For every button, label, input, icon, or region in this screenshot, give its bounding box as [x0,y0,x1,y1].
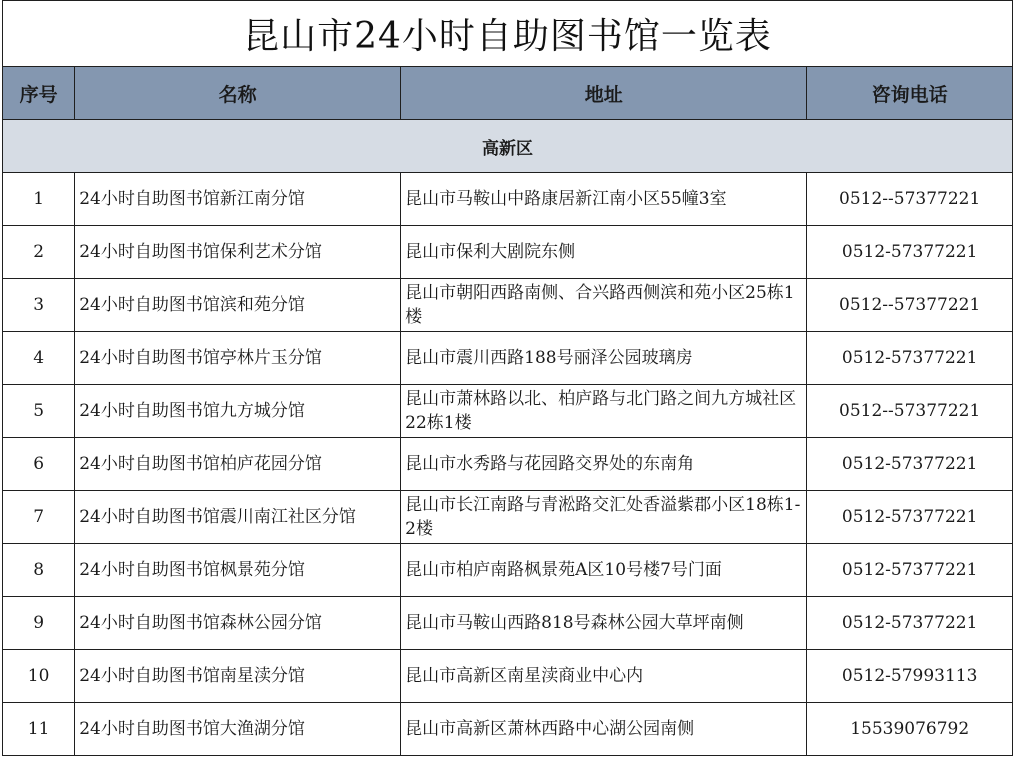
cell-address[interactable]: 昆山市高新区南星渎商业中心内 [401,650,807,703]
cell-name[interactable]: 24小时自助图书馆新江南分馆 [75,173,401,226]
cell-seq[interactable]: 3 [3,279,75,332]
cell-address[interactable]: 昆山市高新区萧林西路中心湖公园南侧 [401,703,807,756]
cell-phone[interactable]: 0512--57377221 [807,385,1013,438]
table-row [3,226,1013,279]
title-row [3,1,1013,67]
cell-address[interactable]: 昆山市朝阳西路南侧、合兴路西侧滨和苑小区25栋1楼 [401,279,807,332]
cell-name[interactable]: 24小时自助图书馆滨和苑分馆 [75,279,401,332]
table-title[interactable]: 昆山市24小时自助图书馆一览表 [3,1,1013,67]
cell-phone[interactable]: 0512-57377221 [807,438,1013,491]
cell-phone[interactable]: 0512-57377221 [807,491,1013,544]
district-label[interactable]: 高新区 [3,120,1013,173]
table-row [3,438,1013,491]
cell-name[interactable]: 24小时自助图书馆大渔湖分馆 [75,703,401,756]
cell-phone[interactable]: 0512-57377221 [807,597,1013,650]
table-row [3,385,1013,438]
header-address[interactable]: 地址 [401,67,807,120]
cell-phone[interactable]: 0512-57377221 [807,332,1013,385]
cell-name[interactable]: 24小时自助图书馆枫景苑分馆 [75,544,401,597]
cell-address[interactable]: 昆山市萧林路以北、柏庐路与北门路之间九方城社区22栋1楼 [401,385,807,438]
table-row [3,173,1013,226]
table-row [3,597,1013,650]
cell-name[interactable]: 24小时自助图书馆九方城分馆 [75,385,401,438]
cell-name[interactable]: 24小时自助图书馆南星渎分馆 [75,650,401,703]
cell-phone[interactable]: 0512-57993113 [807,650,1013,703]
cell-seq[interactable]: 7 [3,491,75,544]
cell-seq[interactable]: 9 [3,597,75,650]
table-row [3,491,1013,544]
district-row [3,120,1013,173]
library-table [2,0,1013,756]
cell-seq[interactable]: 2 [3,226,75,279]
cell-address[interactable]: 昆山市保利大剧院东侧 [401,226,807,279]
cell-seq[interactable]: 6 [3,438,75,491]
cell-phone[interactable]: 0512-57377221 [807,544,1013,597]
cell-seq[interactable]: 5 [3,385,75,438]
cell-address[interactable]: 昆山市马鞍山中路康居新江南小区55幢3室 [401,173,807,226]
cell-name[interactable]: 24小时自助图书馆保利艺术分馆 [75,226,401,279]
cell-address[interactable]: 昆山市马鞍山西路818号森林公园大草坪南侧 [401,597,807,650]
cell-phone[interactable]: 0512--57377221 [807,279,1013,332]
header-row [3,67,1013,120]
cell-address[interactable]: 昆山市柏庐南路枫景苑A区10号楼7号门面 [401,544,807,597]
cell-address[interactable]: 昆山市长江南路与青淞路交汇处香溢紫郡小区18栋1-2楼 [401,491,807,544]
cell-seq[interactable]: 8 [3,544,75,597]
cell-name[interactable]: 24小时自助图书馆亭林片玉分馆 [75,332,401,385]
table-row [3,544,1013,597]
table-row [3,332,1013,385]
cell-name[interactable]: 24小时自助图书馆震川南江社区分馆 [75,491,401,544]
table-row [3,650,1013,703]
cell-seq[interactable]: 10 [3,650,75,703]
cell-phone[interactable]: 0512-57377221 [807,226,1013,279]
cell-name[interactable]: 24小时自助图书馆森林公园分馆 [75,597,401,650]
cell-seq[interactable]: 11 [3,703,75,756]
table-row [3,279,1013,332]
cell-name[interactable]: 24小时自助图书馆柏庐花园分馆 [75,438,401,491]
table-row [3,703,1013,756]
cell-phone[interactable]: 15539076792 [807,703,1013,756]
header-seq[interactable]: 序号 [3,67,75,120]
cell-address[interactable]: 昆山市水秀路与花园路交界处的东南角 [401,438,807,491]
cell-seq[interactable]: 4 [3,332,75,385]
header-name[interactable]: 名称 [75,67,401,120]
cell-phone[interactable]: 0512--57377221 [807,173,1013,226]
cell-address[interactable]: 昆山市震川西路188号丽泽公园玻璃房 [401,332,807,385]
header-phone[interactable]: 咨询电话 [807,67,1013,120]
cell-seq[interactable]: 1 [3,173,75,226]
